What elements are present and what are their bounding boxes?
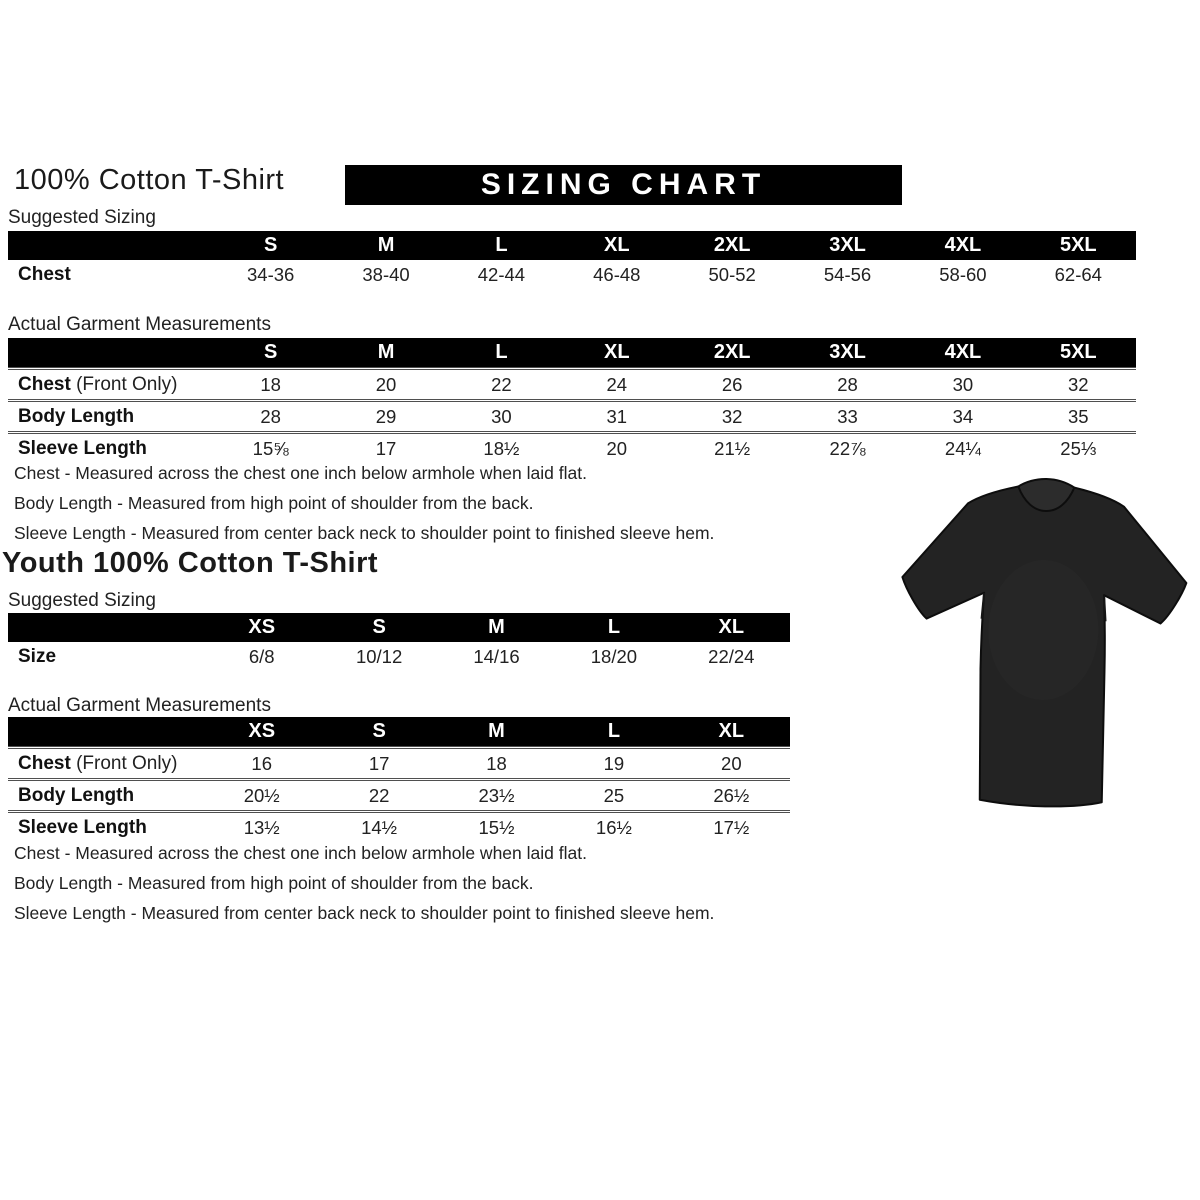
- table-cell: 20: [606, 437, 628, 459]
- column-header: L: [607, 720, 621, 742]
- youth-title: Youth 100% Cotton T-Shirt: [2, 547, 379, 579]
- sizing-chart-banner: SIZING CHART: [345, 165, 902, 205]
- column-header: 3XL: [829, 341, 866, 363]
- tshirt-photo: [889, 467, 1196, 825]
- row-label: Chest (Front Only): [18, 373, 178, 395]
- table-cell: 18½: [483, 437, 520, 459]
- note-body-length: Body Length - Measured from high point of shoulder from the back.: [14, 873, 534, 893]
- table-cell: 18: [260, 373, 281, 395]
- table-cell: 38-40: [362, 263, 410, 285]
- table-cell: 46-48: [593, 263, 641, 285]
- table-cell: 16: [251, 752, 272, 774]
- row-label: Size: [18, 645, 57, 667]
- table-row: [8, 260, 1136, 289]
- table-cell: 13½: [243, 816, 280, 838]
- table-cell: 30: [952, 373, 974, 395]
- note-chest: Chest - Measured across the chest one inch below armhole when laid flat.: [14, 843, 587, 863]
- column-header: M: [377, 341, 395, 363]
- table-cell: 25: [603, 784, 625, 806]
- table-cell: 26: [721, 373, 743, 395]
- table-cell: 54-56: [823, 263, 872, 285]
- table-row: [8, 367, 1136, 399]
- table-cell: 33: [837, 405, 858, 427]
- note-sleeve-length: Sleeve Length - Measured from center back neck to shoulder point to finished sleeve hem.: [14, 523, 715, 543]
- table-cell: 50-52: [708, 263, 756, 285]
- table-cell: 24: [606, 373, 628, 395]
- table-cell: 18/20: [590, 645, 638, 667]
- table-cell: 18: [486, 752, 507, 774]
- table-header-row: [8, 231, 1136, 260]
- youth-measurement-notes: [14, 838, 714, 928]
- table-cell: 31: [606, 405, 628, 427]
- table-cell: 14/16: [473, 645, 520, 667]
- table-cell: 17: [375, 437, 397, 459]
- column-header: 5XL: [1059, 341, 1097, 363]
- column-header: XS: [248, 616, 276, 638]
- adult-actual-measurements-label: Actual Garment Measurements: [8, 314, 271, 335]
- column-header: 2XL: [713, 234, 751, 256]
- table-cell: 62-64: [1054, 263, 1102, 285]
- table-cell: 23½: [478, 784, 515, 806]
- column-header: M: [377, 234, 395, 256]
- table-cell: 28: [837, 373, 858, 395]
- table-cell: 32: [721, 405, 743, 427]
- row-label: Sleeve Length: [18, 816, 147, 838]
- table-cell: 16½: [595, 816, 632, 838]
- table-cell: 24¼: [944, 437, 981, 459]
- table-cell: 19: [603, 752, 625, 774]
- column-header: 4XL: [944, 341, 982, 363]
- row-label: Body Length: [18, 405, 135, 427]
- column-header: 3XL: [829, 234, 866, 256]
- table-cell: 22⅞: [829, 437, 866, 459]
- table-cell: 6/8: [248, 645, 275, 667]
- column-header: S: [264, 234, 278, 256]
- youth-actual-measurements-label: Actual Garment Measurements: [8, 695, 271, 716]
- table-cell: 17: [368, 752, 390, 774]
- table-cell: 32: [1068, 373, 1089, 395]
- adult-actual-measurements-table: [8, 338, 1136, 463]
- column-header: S: [372, 720, 386, 742]
- table-cell: 29: [375, 405, 397, 427]
- adult-title: 100% Cotton T-Shirt: [14, 164, 285, 196]
- youth-suggested-sizing-label: Suggested Sizing: [8, 590, 156, 611]
- table-cell: 17½: [713, 816, 750, 838]
- column-header: 5XL: [1059, 234, 1097, 256]
- table-cell: 20: [721, 752, 742, 774]
- table-row: [8, 399, 1136, 431]
- table-cell: 22/24: [708, 645, 755, 667]
- table-cell: 21½: [714, 437, 751, 459]
- table-cell: 35: [1068, 405, 1089, 427]
- column-header: XL: [604, 341, 630, 363]
- table-cell: 15⅝: [252, 437, 289, 459]
- adult-suggested-sizing-table: [8, 231, 1136, 289]
- note-chest: Chest - Measured across the chest one inch below armhole when laid flat.: [14, 463, 587, 483]
- row-label: Body Length: [18, 784, 135, 806]
- row-label: Chest: [18, 263, 71, 285]
- column-header: XS: [248, 720, 276, 742]
- column-header: 2XL: [713, 341, 751, 363]
- column-header: S: [264, 341, 278, 363]
- table-cell: 34: [952, 405, 974, 427]
- youth-suggested-sizing-table: [8, 613, 790, 671]
- table-cell: 58-60: [939, 263, 987, 285]
- row-label: Sleeve Length: [18, 437, 147, 459]
- table-cell: 25⅓: [1060, 437, 1097, 459]
- table-cell: 42-44: [477, 263, 526, 285]
- column-header: XL: [718, 720, 745, 742]
- row-label: Chest (Front Only): [18, 752, 178, 774]
- table-cell: 26½: [713, 784, 750, 806]
- table-cell: 20: [375, 373, 397, 395]
- column-header: 4XL: [944, 234, 982, 256]
- column-header: L: [495, 234, 508, 256]
- youth-actual-measurements-table: [8, 717, 790, 842]
- table-header-row: [8, 717, 790, 746]
- note-body-length: Body Length - Measured from high point of shoulder from the back.: [14, 493, 534, 513]
- table-cell: 34-36: [247, 263, 295, 285]
- table-row: [8, 642, 790, 671]
- tshirt-illustration: [889, 467, 1196, 825]
- column-header: XL: [604, 234, 630, 256]
- table-cell: 10/12: [355, 645, 403, 667]
- table-row: [8, 778, 790, 810]
- column-header: XL: [718, 616, 745, 638]
- table-cell: 15½: [478, 816, 515, 838]
- column-header: M: [488, 616, 505, 638]
- column-header: L: [495, 341, 508, 363]
- table-cell: 14½: [361, 816, 398, 838]
- column-header: L: [607, 616, 621, 638]
- table-cell: 30: [491, 405, 512, 427]
- table-row: [8, 746, 790, 778]
- note-sleeve-length: Sleeve Length - Measured from center back neck to shoulder point to finished sleeve hem.: [14, 903, 715, 923]
- adult-measurement-notes: [14, 458, 714, 548]
- table-cell: 22: [368, 784, 390, 806]
- adult-suggested-sizing-label: Suggested Sizing: [8, 207, 156, 228]
- column-header: M: [488, 720, 505, 742]
- table-header-row: [8, 338, 1136, 367]
- column-header: S: [372, 616, 386, 638]
- table-cell: 20½: [243, 784, 280, 806]
- table-header-row: [8, 613, 790, 642]
- table-cell: 28: [260, 405, 281, 427]
- table-cell: 22: [491, 373, 512, 395]
